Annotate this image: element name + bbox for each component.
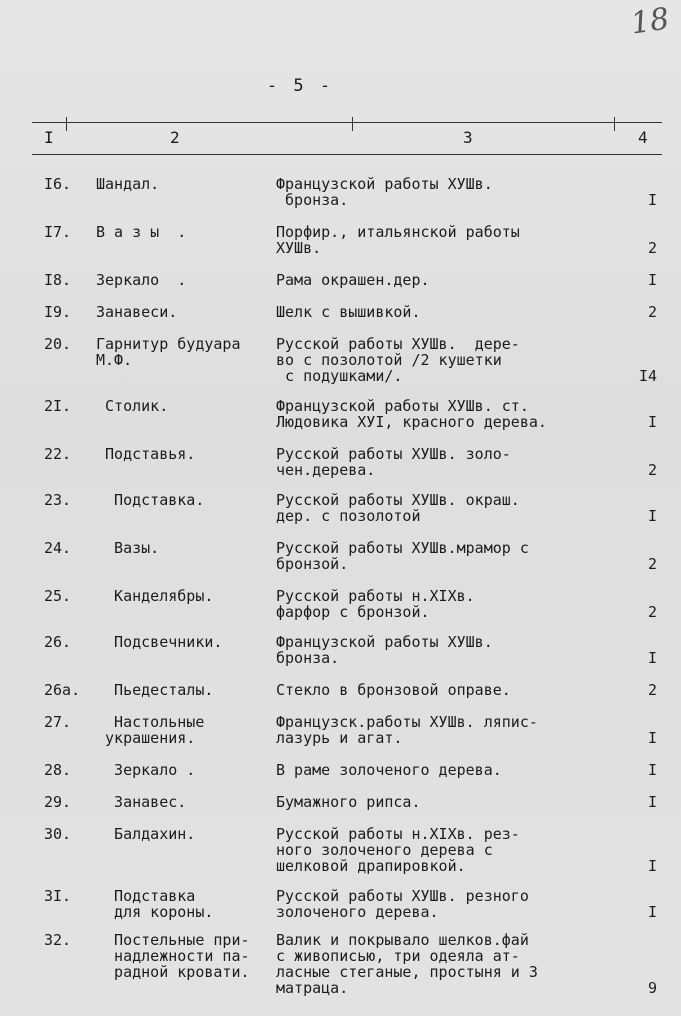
row-number: 32. xyxy=(44,931,72,949)
header-col-4: 4 xyxy=(638,128,648,147)
item-quantity: I xyxy=(647,729,657,747)
row-number: 30. xyxy=(44,825,72,843)
item-name: Канделябры. xyxy=(96,587,214,605)
item-description: Русской работы н.ХIХв. фарфор с бронзой. xyxy=(276,587,475,621)
item-name: Подставка для короны. xyxy=(114,887,214,921)
item-description: Французск.работы ХУШв. ляпис- лазурь и агат. xyxy=(276,713,538,747)
item-name: Вазы. xyxy=(96,539,160,557)
item-description: Русской работы ХУШв.мрамор с бронзой. xyxy=(276,539,529,573)
column-tick xyxy=(352,117,353,131)
row-number: I6. xyxy=(44,175,72,193)
item-description: Валик и покрывало шелков.фай с живописью, три одеяла ат- ласные стеганые, простыня и 3 матраца. xyxy=(276,931,538,997)
item-name: Подсвечники. xyxy=(96,633,223,651)
item-description: Французской работы ХУШв. бронза. xyxy=(276,175,493,209)
row-number: 29. xyxy=(44,793,72,811)
item-description: Французской работы ХУШв. бронза. xyxy=(276,633,493,667)
item-name: Занавес. xyxy=(96,793,187,811)
handwritten-page-mark: 18 xyxy=(628,1,672,42)
item-quantity: I xyxy=(647,271,657,289)
column-tick xyxy=(66,117,67,131)
row-number: 25. xyxy=(44,587,72,605)
item-description: Русской работы ХУШв. дере- во с позолотой /2 кушетки с подушками/. xyxy=(276,335,520,385)
row-number: 20. xyxy=(44,335,72,353)
item-quantity: I xyxy=(647,761,657,779)
item-description: Русской работы ХУШв. окраш. дер. с позолотой xyxy=(276,491,520,525)
row-number: 23. xyxy=(44,491,72,509)
item-name: Гарнитур будуара М.Ф. xyxy=(96,335,241,369)
item-description: В раме золоченого дерева. xyxy=(276,761,502,779)
row-number: 27. xyxy=(44,713,72,731)
row-number: 2I. xyxy=(44,397,72,415)
item-name: Столик. xyxy=(96,397,169,415)
item-quantity: 2 xyxy=(647,681,657,699)
item-description: Русской работы ХУШв. резного золоченого дерева. xyxy=(276,887,529,921)
table-header-rule xyxy=(32,154,662,155)
item-quantity: I xyxy=(647,903,657,921)
row-number: I8. xyxy=(44,271,72,289)
item-name: Балдахин. xyxy=(96,825,196,843)
row-number: 26а. xyxy=(44,681,81,699)
row-number: 28. xyxy=(44,761,72,779)
header-col-2: 2 xyxy=(170,128,180,147)
item-description: Порфир., итальянской работы ХУШв. xyxy=(276,223,520,257)
item-quantity: 2 xyxy=(647,603,657,621)
item-name: В а з ы . xyxy=(96,223,187,241)
header-col-3: 3 xyxy=(463,128,473,147)
item-description: Французской работы ХУШв. ст. Людовика ХУI, красного дерева. xyxy=(276,397,547,431)
item-name: Настольные украшения. xyxy=(105,713,205,747)
page-number: - 5 - xyxy=(266,76,334,96)
item-description: Русской работы ХУШв. золо- чен.дерева. xyxy=(276,445,511,479)
item-name: Постельные при- надлежности па- радной кровати. xyxy=(114,931,250,981)
item-name: Занавеси. xyxy=(96,303,178,321)
row-number: 22. xyxy=(44,445,72,463)
item-quantity: I xyxy=(647,507,657,525)
item-description: Стекло в бронзовой оправе. xyxy=(276,681,511,699)
row-number: 24. xyxy=(44,539,72,557)
item-quantity: 2 xyxy=(647,461,657,479)
row-number: I9. xyxy=(44,303,72,321)
item-quantity: 2 xyxy=(647,303,657,321)
item-quantity: 2 xyxy=(647,239,657,257)
item-quantity: 9 xyxy=(647,979,657,997)
column-tick xyxy=(614,117,615,131)
header-col-1: I xyxy=(44,128,54,147)
item-quantity: I xyxy=(647,793,657,811)
row-number: 26. xyxy=(44,633,72,651)
table-top-rule xyxy=(32,122,662,123)
item-quantity: I xyxy=(647,857,657,875)
item-description: Рама окрашен.дер. xyxy=(276,271,430,289)
item-quantity: I4 xyxy=(638,367,657,385)
item-quantity: I xyxy=(647,191,657,209)
item-name: Подставка. xyxy=(96,491,205,509)
item-quantity: I xyxy=(647,413,657,431)
row-number: I7. xyxy=(44,223,72,241)
item-name: Зеркало . xyxy=(96,761,196,779)
item-description: Русской работы н.ХIХв. рез- ного золоченого дерева с шелковой драпировкой. xyxy=(276,825,520,875)
item-quantity: I xyxy=(647,649,657,667)
item-name: Шандал. xyxy=(96,175,160,193)
item-quantity: 2 xyxy=(647,555,657,573)
item-name: Зеркало . xyxy=(96,271,187,289)
item-description: Бумажного рипса. xyxy=(276,793,421,811)
item-name: Пьедесталы. xyxy=(96,681,214,699)
item-name: Подставья. xyxy=(96,445,196,463)
item-description: Шелк с вышивкой. xyxy=(276,303,421,321)
row-number: 3I. xyxy=(44,887,72,905)
